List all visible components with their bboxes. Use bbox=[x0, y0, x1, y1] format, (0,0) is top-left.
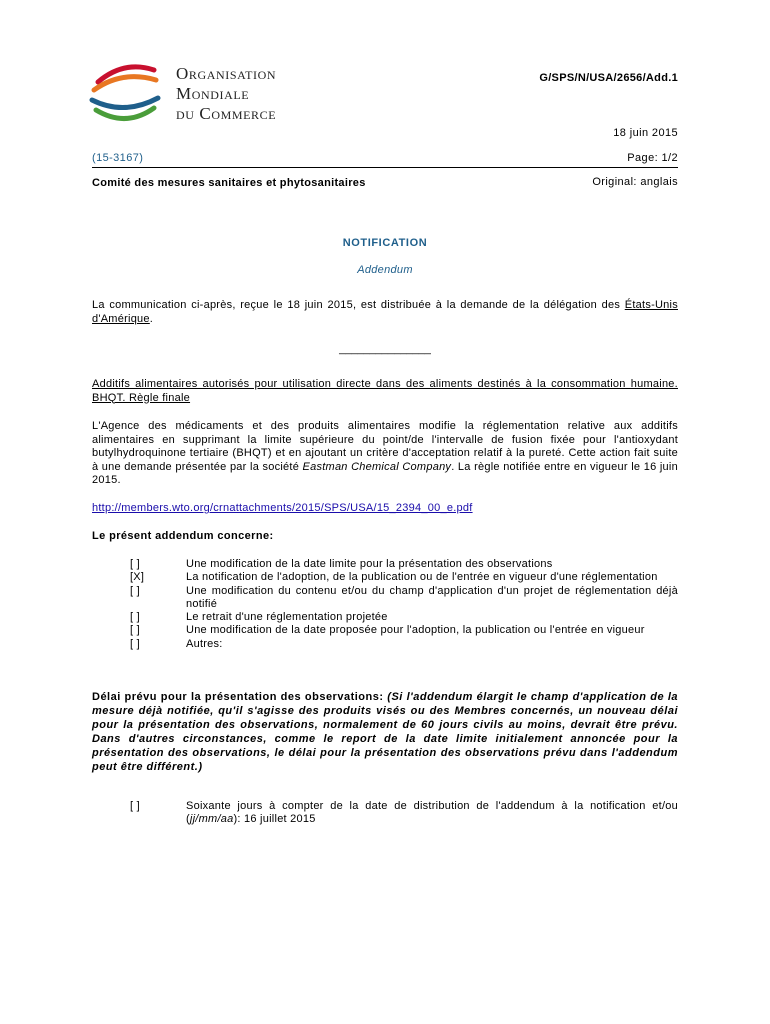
option-checkbox: [ ] bbox=[130, 611, 140, 624]
wto-emblem-icon bbox=[84, 56, 168, 130]
subject-title: Additifs alimentaires autorisés pour utilisation directe dans des aliments destinés à la consommation humaine. BHQT. Règle finale bbox=[92, 378, 678, 404]
document-symbol: G/SPS/N/USA/2656/Add.1 bbox=[539, 72, 678, 84]
deadline-option bbox=[130, 800, 678, 827]
option-checkbox: [ ] bbox=[130, 558, 140, 570]
option-checkbox: [ ] bbox=[130, 637, 140, 650]
deadline-label: Délai prévu pour la présentation des observations: bbox=[92, 691, 388, 703]
option-checkbox: [ ] bbox=[130, 800, 140, 812]
deadline-note: (Si l'addendum élargit le champ d'application de la mesure déjà notifiée, qu'il s'agisse des produits visés ou des Membres concernés, un nouveau délai pour la présentation des observations, normalement de 60 jours civils au moins, devrait être prévu. Dans d'autres circonstances, comme le report de la date limite initialement annoncée pour la présentation des observations, le délai pour la présentation des observations prévu dans l'addendum peut être différent.) bbox=[92, 691, 678, 773]
page-number: Page: 1/2 bbox=[627, 152, 678, 164]
option-item bbox=[130, 558, 678, 571]
wto-logo bbox=[84, 56, 334, 130]
description-text-2: . La règle notifiée entre en vigueur le 16 juin 2015. bbox=[92, 460, 678, 486]
intro-text-after: . bbox=[149, 312, 154, 325]
reference-code: (15-3167) bbox=[92, 152, 144, 164]
final-option-text-2: ): 16 juillet 2015 bbox=[233, 813, 316, 826]
option-text: Une modification de la date proposée pour l'adoption, la publication ou l'entrée en vigueur bbox=[186, 624, 645, 637]
option-text: Une modification du contenu et/ou du champ d'application d'un projet de réglementation déjà notifié bbox=[186, 584, 678, 610]
notification-title: NOTIFICATION bbox=[342, 237, 428, 249]
final-option-text-1: Soixante jours à compter de la date de distribution de l'addendum à la notification et/ou ( bbox=[186, 800, 678, 826]
document-date: 18 juin 2015 bbox=[613, 127, 678, 139]
org-line-1: Organisation bbox=[176, 64, 277, 83]
description-text-1: L'Agence des médicaments et des produits alimentaires modifie la réglementation relative aux additifs alimentaires en supprimant la limite supérieure du point/de l'intervalle de fusion fixée pour l'antioxydant butylhydroquinone tertiaire (BHQT) et en ajoutant un critère d'acceptation relatif à la pureté. Cette action fait suite à une demande présentée par la société bbox=[92, 420, 678, 473]
header-divider bbox=[92, 167, 678, 168]
comment-deadline-paragraph bbox=[92, 690, 678, 774]
committee-name: Comité des mesures sanitaires et phytosanitaires bbox=[92, 177, 366, 189]
company-name: Eastman Chemical Company bbox=[302, 460, 452, 473]
notification-subtitle: Addendum bbox=[357, 264, 413, 276]
attachment-link[interactable]: http://members.wto.org/crnattachments/2015/SPS/USA/15_2394_00_e.pdf bbox=[92, 502, 473, 514]
date-format: jj/mm/aa bbox=[189, 813, 234, 826]
option-checkbox: [X] bbox=[130, 571, 145, 584]
option-text: Une modification de la date limite pour la présentation des observations bbox=[186, 558, 553, 570]
option-text: Autres: bbox=[186, 637, 223, 650]
option-item bbox=[130, 585, 678, 612]
option-item bbox=[130, 638, 678, 651]
intro-text-before: La communication ci-après, reçue le 18 juin 2015, est distribuée à la demande de la délégation des bbox=[92, 299, 625, 311]
description-paragraph bbox=[92, 420, 678, 488]
org-line-3: du Commerce bbox=[176, 104, 277, 123]
option-item bbox=[130, 611, 678, 624]
option-item bbox=[130, 800, 678, 827]
organisation-name bbox=[176, 64, 276, 124]
separator-line: _______________ bbox=[339, 343, 431, 355]
option-checkbox: [ ] bbox=[130, 584, 140, 597]
concerne-label: Le présent addendum concerne: bbox=[92, 530, 274, 542]
intro-country: États-Unis d'Amérique bbox=[92, 299, 678, 325]
option-text bbox=[186, 800, 678, 827]
option-text: La notification de l'adoption, de la publication ou de l'entrée en vigueur d'une réglementation bbox=[186, 571, 658, 584]
option-text: Le retrait d'une réglementation projetée bbox=[186, 611, 388, 624]
options-list bbox=[130, 558, 678, 651]
option-checkbox: [ ] bbox=[130, 624, 140, 637]
org-line-2: Mondiale bbox=[176, 84, 250, 103]
intro-paragraph bbox=[92, 299, 678, 326]
option-item bbox=[130, 571, 678, 584]
option-item bbox=[130, 624, 678, 637]
original-language: Original: anglais bbox=[592, 176, 678, 188]
